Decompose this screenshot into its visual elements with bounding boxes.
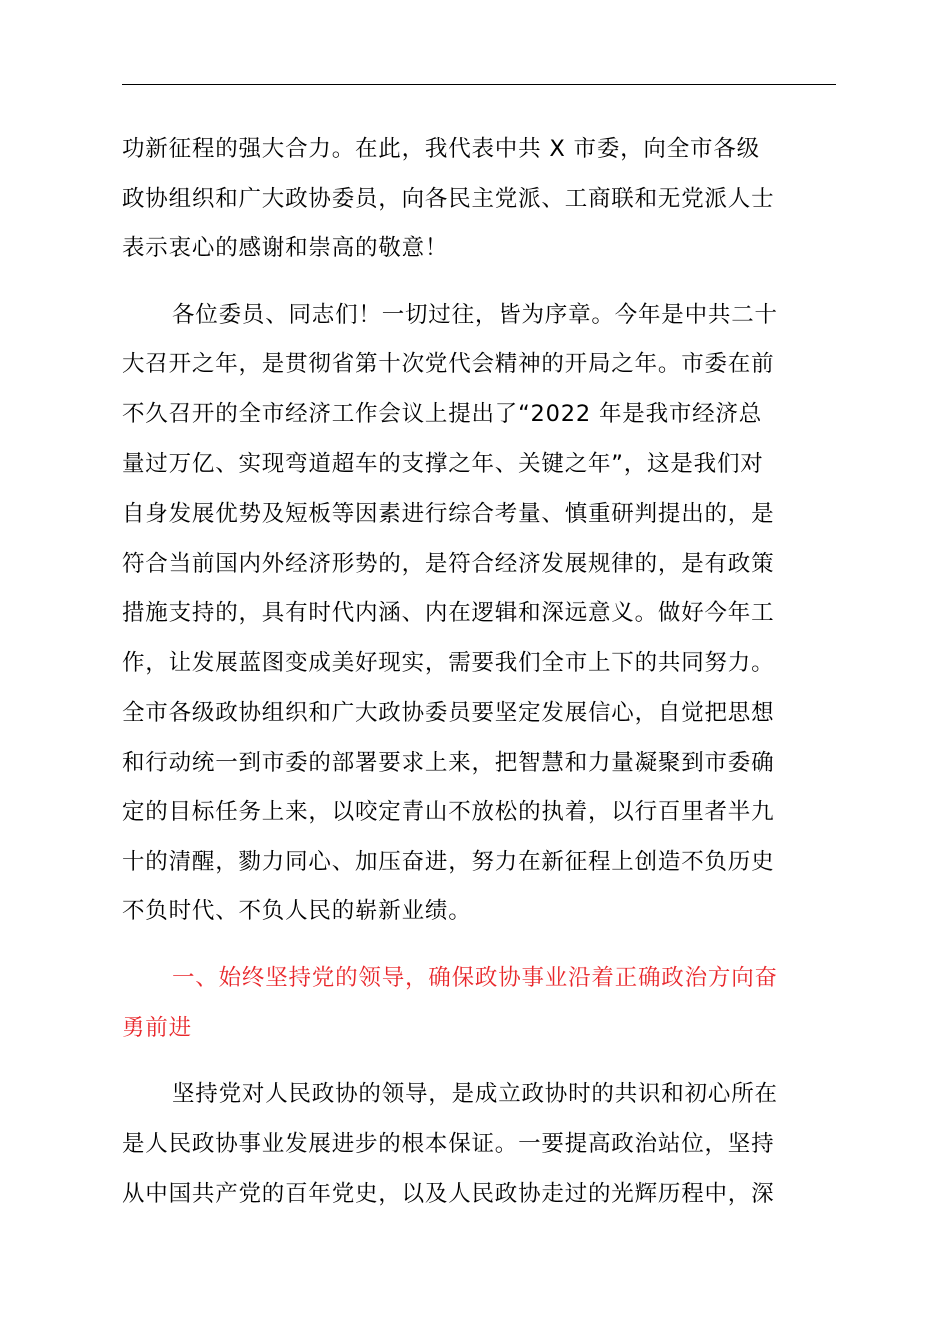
paragraph-first-line: 坚持党对人民政协的领导，是成立政协时的共识和初心所在 [172,1081,778,1107]
paragraph-first-line: 各位委员、同志们！一切过往，皆为序章。今年是中共二十 [172,302,778,328]
body-line: 大召开之年，是贯彻省第十次党代会精神的开局之年。市委在前 [122,351,775,377]
body-line: 政协组织和广大政协委员，向各民主党派、工商联和无党派人士 [122,186,775,212]
body-line: 从中国共产党的百年党史，以及人民政协走过的光辉历程中，深 [122,1181,775,1207]
body-line: 表示衷心的感谢和崇高的敬意！ [122,235,449,261]
body-line: 定的目标任务上来，以咬定青山不放松的执着，以行百里者半九 [122,799,775,825]
body-line: 作，让发展蓝图变成美好现实，需要我们全市上下的共同努力。 [122,650,775,676]
body-line: 措施支持的，具有时代内涵、内在逻辑和深远意义。做好今年工 [122,600,775,626]
body-line: 不负时代、不负人民的崭新业绩。 [122,898,472,924]
section-heading-continued: 勇前进 [122,1015,192,1041]
header-rule [122,84,836,85]
body-line: 和行动统一到市委的部署要求上来，把智慧和力量凝聚到市委确 [122,750,775,776]
body-line: 不久召开的全市经济工作会议上提出了“2022 年是我市经济总 [122,401,763,427]
body-line: 十的清醒，勠力同心、加压奋进，努力在新征程上创造不负历史 [122,849,775,875]
body-line: 量过万亿、实现弯道超车的支撑之年、关键之年”，这是我们对 [122,451,764,477]
body-line: 符合当前国内外经济形势的，是符合经济发展规律的，是有政策 [122,551,775,577]
body-line: 全市各级政协组织和广大政协委员要坚定发展信心，自觉把思想 [122,700,775,726]
body-line: 功新征程的强大合力。在此，我代表中共 X 市委，向全市各级 [122,136,760,162]
body-line: 是人民政协事业发展进步的根本保证。一要提高政治站位，坚持 [122,1131,775,1157]
section-heading: 一、始终坚持党的领导，确保政协事业沿着正确政治方向奋 [172,965,778,991]
body-line: 自身发展优势及短板等因素进行综合考量、慎重研判提出的，是 [122,501,775,527]
